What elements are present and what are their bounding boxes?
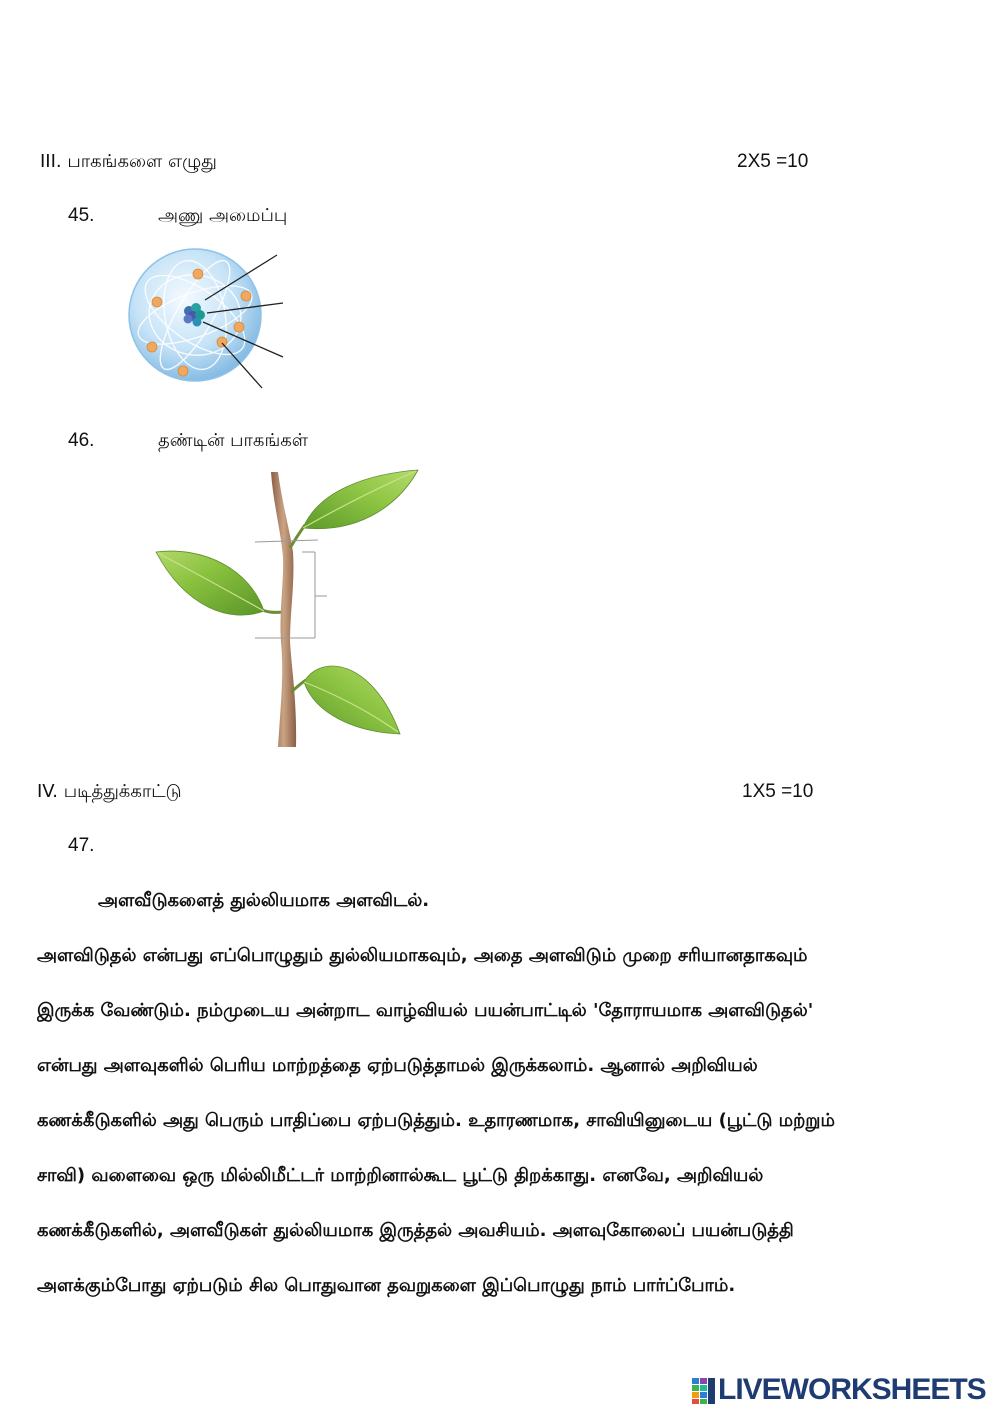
icon-tile — [692, 1385, 699, 1391]
question-46-title: தண்டின் பாகங்கள் — [158, 430, 308, 451]
icon-tile — [692, 1392, 699, 1398]
left-leaf-petiole — [262, 610, 284, 612]
liveworksheets-logo — [692, 1372, 992, 1408]
icon-tile — [700, 1378, 707, 1384]
passage-line: அளவிடுதல் என்பது எப்பொழுதும் துல்லியமாகவும், அதை அளவிடும் முறை சரியானதாகவும் — [37, 945, 808, 966]
icon-tile — [708, 1378, 715, 1404]
section-iii-heading: III. பாகங்களை எழுது — [40, 151, 217, 172]
electron — [217, 337, 227, 347]
icon-tile — [700, 1399, 707, 1404]
passage-line: கணக்கீடுகளில் அது பெரும் பாதிப்பை ஏற்படுத்தும். உதாரணமாக, சாவியினுடைய (பூட்டு மற்றும் — [37, 1110, 835, 1131]
top-leaf-petiole — [290, 525, 305, 548]
section-iv-heading: IV. படித்துக்காட்டு — [37, 781, 182, 802]
nucleon — [184, 315, 193, 324]
icon-tile — [700, 1385, 707, 1391]
icon-tile — [692, 1378, 699, 1384]
passage-line: சாவி) வளைவை ஒரு மில்லிமீட்டர் மாற்றினால்கூட பூட்டு திறக்காது. எனவே, அறிவியல் — [37, 1165, 764, 1186]
electron — [152, 297, 162, 307]
liveworksheets-icon — [692, 1378, 716, 1404]
section-iv-marks: 1X5 =10 — [742, 781, 814, 802]
passage-line: கணக்கீடுகளில், அளவீடுகள் துல்லியமாக இருத்தல் அவசியம். அளவுகோலைப் பயன்படுத்தி — [37, 1220, 794, 1241]
electron — [241, 291, 251, 301]
question-45-title: அணு அமைப்பு — [158, 205, 288, 226]
logo-text: LIVEWORKSHEETS — [718, 1373, 986, 1406]
icon-tile — [700, 1392, 707, 1398]
icon-tile — [692, 1399, 699, 1404]
stem — [271, 472, 296, 747]
question-45-number: 45. — [68, 205, 95, 226]
reading-passage — [37, 944, 957, 1329]
top-right-leaf — [303, 470, 418, 529]
atom-diagram — [125, 245, 295, 395]
passage-line: என்பது அளவுகளில் பெரிய மாற்றத்தை ஏற்படுத்தாமல் இருக்கலாம். ஆனால் அறிவியல் — [37, 1055, 758, 1076]
section-iii-marks: 2X5 =10 — [737, 151, 809, 172]
question-47-number: 47. — [68, 835, 95, 856]
electron — [147, 342, 157, 352]
plant-stem-diagram — [150, 462, 425, 752]
passage-line: இருக்க வேண்டும். நம்முடைய அன்றாட வாழ்வியல் பயன்பாட்டில் 'தோராயமாக அளவிடுதல்' — [37, 1000, 814, 1021]
question-46-number: 46. — [68, 430, 95, 451]
electron — [178, 366, 188, 376]
nucleon — [193, 318, 202, 327]
passage-line: அளக்கும்போது ஏற்படும் சில பொதுவான தவறுகளை இப்பொழுது நாம் பார்ப்போம். — [37, 1275, 736, 1296]
electron — [193, 269, 203, 279]
question-47-title: அளவீடுகளைத் துல்லியமாக அளவிடல். — [98, 890, 430, 911]
electron — [234, 322, 244, 332]
